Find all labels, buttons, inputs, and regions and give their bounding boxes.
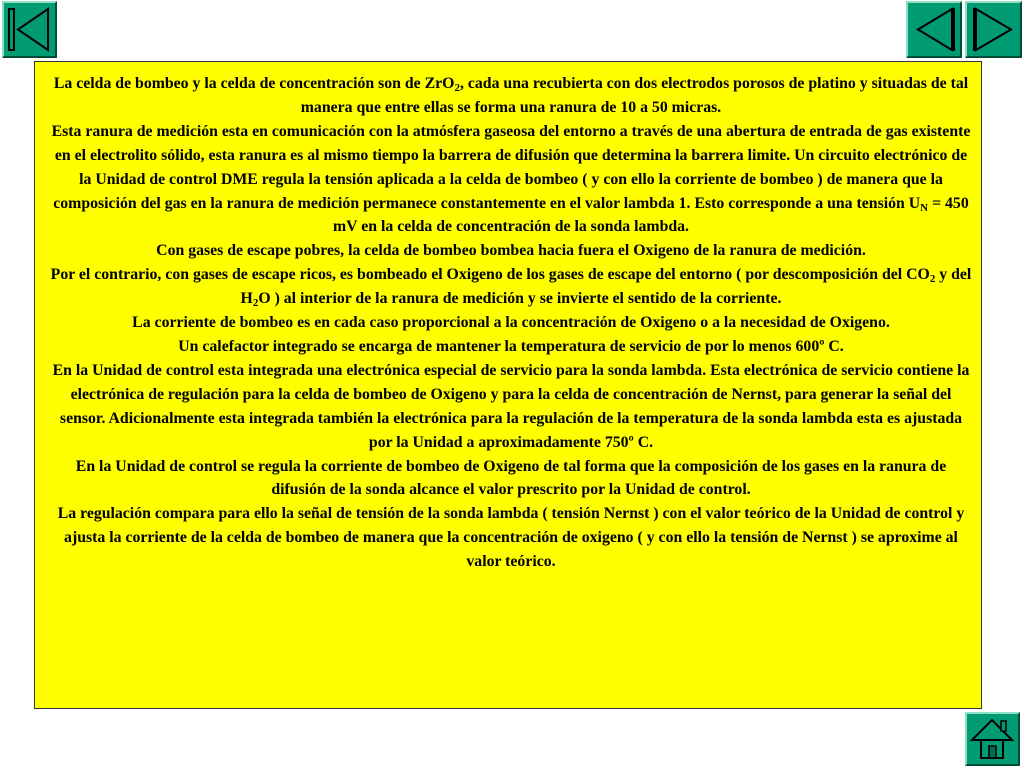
paragraph-2: Esta ranura de medición esta en comunicación con la atmósfera gaseosa del entorno a través de una abertura de entrada de gas existente en el electrolito sólido, esta ranura es al mismo tiempo la barrera de difusión que determina la barrera limite. Un circuito electrónico de la Unidad de control DME regula la tensión aplicada a la celda de bombeo ( y con ello la corriente de bombeo ) de manera que la composición del gas en la ranura de medición permanece constantemente en el valor lambda 1. Esto corresponde a una tensión $U_N = 450$ mV en la celda de concentración de la sonda lambda. — [51, 122, 971, 236]
previous-slide-button[interactable] — [906, 1, 962, 58]
paragraph-8: En la Unidad de control se regula la corriente de bombeo de Oxigeno de tal forma que la composición de los gases en la ranura de difusión de la sonda alcance el valor prescrito por la Unidad de control. — [75, 457, 947, 499]
paragraph-7: En la Unidad de control esta integrada una electrónica especial de servicio para la sonda lambda. Esta electrónica de servicio contiene la electrónica de regulación para la celda de bombeo de Oxigeno y para la celda de concentración de Nernst, para generar la señal del sensor. Adicionalmente esta integrada también la electrónica para la regulación de la temperatura de la sonda lambda esta es ajustada por la Unidad a aproximadamente 750º C. — [52, 361, 970, 451]
content-text — [49, 72, 973, 574]
first-slide-button[interactable] — [2, 1, 57, 58]
paragraph-5: La corriente de bombeo es en cada caso proporcional a la concentración de Oxigeno o a la necesidad de Oxigeno. — [132, 314, 890, 332]
next-slide-icon — [967, 3, 1020, 56]
paragraph-6: Un calefactor integrado se encarga de mantener la temperatura de servicio de por lo menos 600º C. — [178, 337, 844, 355]
previous-slide-icon — [908, 3, 960, 56]
paragraph-1: La celda de bombeo y la celda de concentración son de ZrO$_2$, cada una recubierta con dos electrodos porosos de platino y situadas de tal manera que entre ellas se forma una ranura de 10 a 50 micras. — [53, 75, 969, 116]
paragraph-3: Con gases de escape pobres, la celda de bombeo bombea hacia fuera el Oxigeno de la ranura de medición. — [156, 242, 866, 260]
home-icon — [967, 714, 1018, 764]
paragraph-4: Por el contrario, con gases de escape ricos, es bombeado el Oxigeno de los gases de escape del entorno ( por descomposición del $CO_2$ y del $H_2O$ ) al interior de la ranura de medición y se invierte el sentido de la corriente. — [50, 266, 972, 310]
first-slide-icon — [4, 3, 55, 56]
content-panel — [34, 61, 982, 709]
home-button[interactable] — [965, 712, 1020, 766]
paragraph-9: La regulación compara para ello la señal de tensión de la sonda lambda ( tensión Nernst ) con el valor teórico de la Unidad de control y ajusta la corriente de la celda de bombeo de manera que la concentración de oxigeno ( y con ello la tensión de Nernst ) se aproxime al valor teórico. — [57, 505, 965, 571]
next-slide-button[interactable] — [965, 1, 1022, 58]
